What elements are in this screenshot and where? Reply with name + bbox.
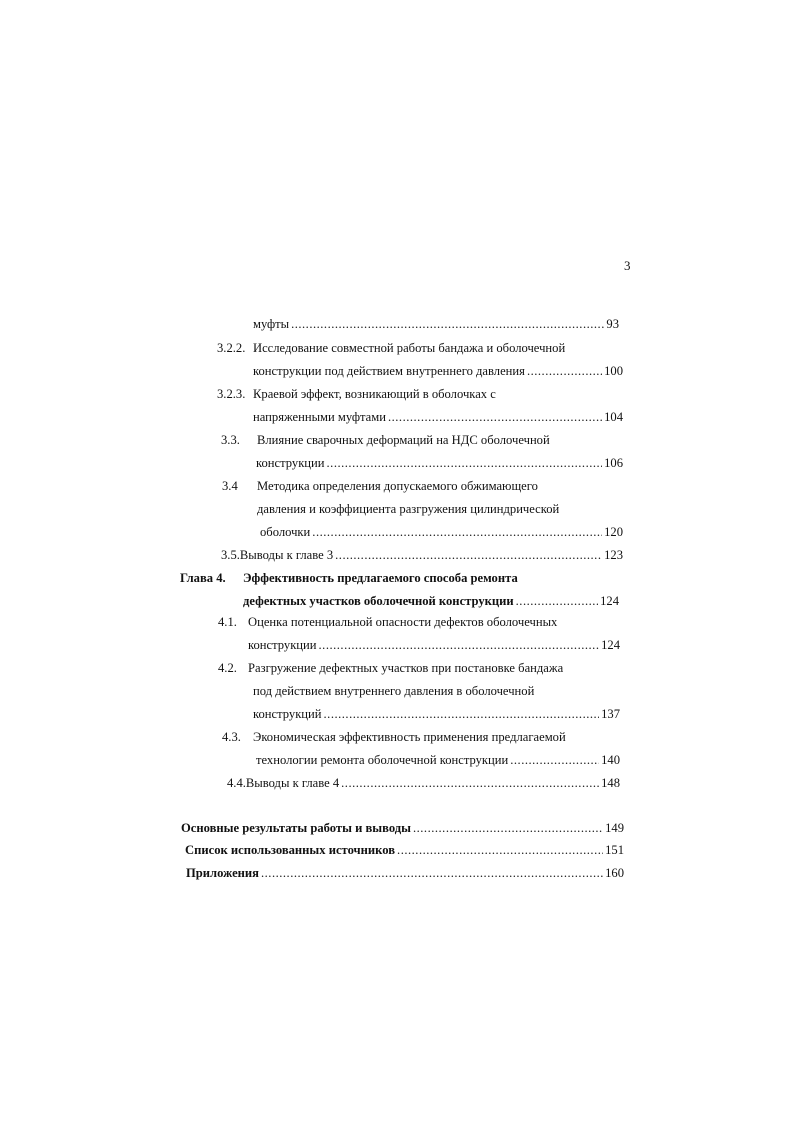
toc-entry bbox=[227, 776, 620, 791]
toc-entry-number: Глава 4. bbox=[180, 571, 226, 585]
toc-leader bbox=[261, 866, 603, 881]
toc-entry bbox=[218, 615, 557, 630]
toc-entry-text: давления и коэффициента разгружения цилиндрической bbox=[257, 502, 560, 516]
toc-entry-text: Методика определения допускаемого обжимающего bbox=[257, 479, 538, 493]
toc-entry bbox=[221, 433, 550, 448]
toc-entry-page: 148 bbox=[601, 776, 620, 790]
toc-entry-text: конструкций bbox=[253, 707, 322, 721]
toc-leader bbox=[527, 364, 602, 379]
toc-leader bbox=[335, 548, 602, 563]
toc-entry bbox=[256, 753, 620, 768]
toc-entry bbox=[260, 525, 623, 540]
toc-entry bbox=[217, 387, 496, 402]
toc-entry bbox=[221, 548, 623, 563]
toc-entry bbox=[253, 410, 623, 425]
toc-entry-text: напряженными муфтами bbox=[253, 410, 386, 424]
toc-entry bbox=[257, 502, 559, 517]
toc-entry-text: Выводы к главе 4 bbox=[245, 776, 340, 790]
toc-entry-page: 160 bbox=[605, 866, 624, 880]
toc-entry bbox=[253, 364, 623, 379]
toc-entry-page: 124 bbox=[601, 638, 620, 652]
toc-leader bbox=[319, 638, 600, 653]
toc-entry-text: оболочки bbox=[260, 525, 311, 539]
toc-entry-text: Оценка потенциальной опасности дефектов оболочечных bbox=[248, 615, 558, 629]
toc-entry-text: Влияние сварочных деформаций на НДС оболочечной bbox=[257, 433, 550, 447]
page-number: 3 bbox=[624, 258, 631, 273]
toc-entry-text: под действием внутреннего давления в оболочечной bbox=[253, 684, 535, 698]
toc-entry-text: Разгружение дефектных участков при постановке бандажа bbox=[248, 661, 564, 675]
toc-entry-number: 4.4. bbox=[227, 776, 246, 790]
toc-leader bbox=[291, 317, 604, 332]
toc-entry-text: Выводы к главе 3 bbox=[239, 548, 334, 562]
toc-entry bbox=[248, 638, 620, 653]
toc-entry bbox=[253, 317, 619, 332]
toc-entry-page: 120 bbox=[604, 525, 623, 539]
toc-entry-number: 3.2.2. bbox=[217, 341, 246, 355]
toc-entry-text: Приложения bbox=[186, 866, 259, 880]
toc-entry-number: 3.4 bbox=[222, 479, 238, 493]
toc-entry-number: 3.5. bbox=[221, 548, 240, 562]
toc-entry-page: 137 bbox=[601, 707, 620, 721]
toc-entry bbox=[186, 866, 624, 881]
toc-entry-text: Основные результаты работы и выводы bbox=[181, 821, 411, 835]
toc-entry-page: 149 bbox=[605, 821, 624, 835]
toc-entry-page: 104 bbox=[604, 410, 623, 424]
toc-entry-number: 4.2. bbox=[218, 661, 237, 675]
toc-entry-number: 3.2.3. bbox=[217, 387, 246, 401]
toc-entry-page: 100 bbox=[604, 364, 623, 378]
toc-entry-page: 151 bbox=[605, 843, 624, 857]
toc-entry-number: 3.3. bbox=[221, 433, 240, 447]
toc-entry-text: Краевой эффект, возникающий в оболочках с bbox=[253, 387, 496, 401]
toc-entry-text: муфты bbox=[253, 317, 290, 331]
toc-leader bbox=[388, 410, 602, 425]
toc-entry bbox=[222, 479, 538, 494]
toc-entry bbox=[181, 821, 624, 836]
toc-entry-text: конструкции bbox=[248, 638, 317, 652]
toc-entry bbox=[185, 843, 624, 858]
toc-entry-text: дефектных участков оболочечной конструкции bbox=[243, 594, 514, 608]
toc-entry-text: Исследование совместной работы бандажа и оболочечной bbox=[253, 341, 566, 355]
toc-entry-page: 124 bbox=[600, 594, 619, 608]
toc-chapter bbox=[180, 571, 518, 586]
toc-entry-text: конструкции под действием внутреннего давления bbox=[253, 364, 525, 378]
toc-leader bbox=[397, 843, 603, 858]
toc-entry-text: Список использованных источников bbox=[185, 843, 396, 857]
toc-leader bbox=[516, 594, 598, 609]
toc-entry bbox=[253, 684, 534, 699]
toc-entry bbox=[222, 730, 566, 745]
toc-entry-text: технологии ремонта оболочечной конструкции bbox=[256, 753, 509, 767]
toc-leader bbox=[510, 753, 599, 768]
toc-entry bbox=[243, 594, 619, 609]
toc-entry-text: Экономическая эффективность применения предлагаемой bbox=[253, 730, 566, 744]
toc-leader bbox=[327, 456, 603, 471]
toc-leader bbox=[324, 707, 600, 722]
toc-entry bbox=[253, 707, 620, 722]
toc-entry-page: 106 bbox=[604, 456, 623, 470]
toc-entry-number: 4.1. bbox=[218, 615, 237, 629]
toc-entry-page: 140 bbox=[601, 753, 620, 767]
toc-leader bbox=[413, 821, 603, 836]
toc-entry-page: 123 bbox=[604, 548, 623, 562]
toc-entry-text: Эффективность предлагаемого способа ремонта bbox=[243, 571, 518, 585]
toc-entry bbox=[256, 456, 623, 471]
toc-leader bbox=[341, 776, 599, 791]
toc-entry-text: конструкции bbox=[256, 456, 325, 470]
toc-leader bbox=[312, 525, 602, 540]
toc-entry bbox=[218, 661, 563, 676]
toc-entry-page: 93 bbox=[606, 317, 619, 331]
toc-entry-number: 4.3. bbox=[222, 730, 241, 744]
toc-entry bbox=[217, 341, 565, 356]
